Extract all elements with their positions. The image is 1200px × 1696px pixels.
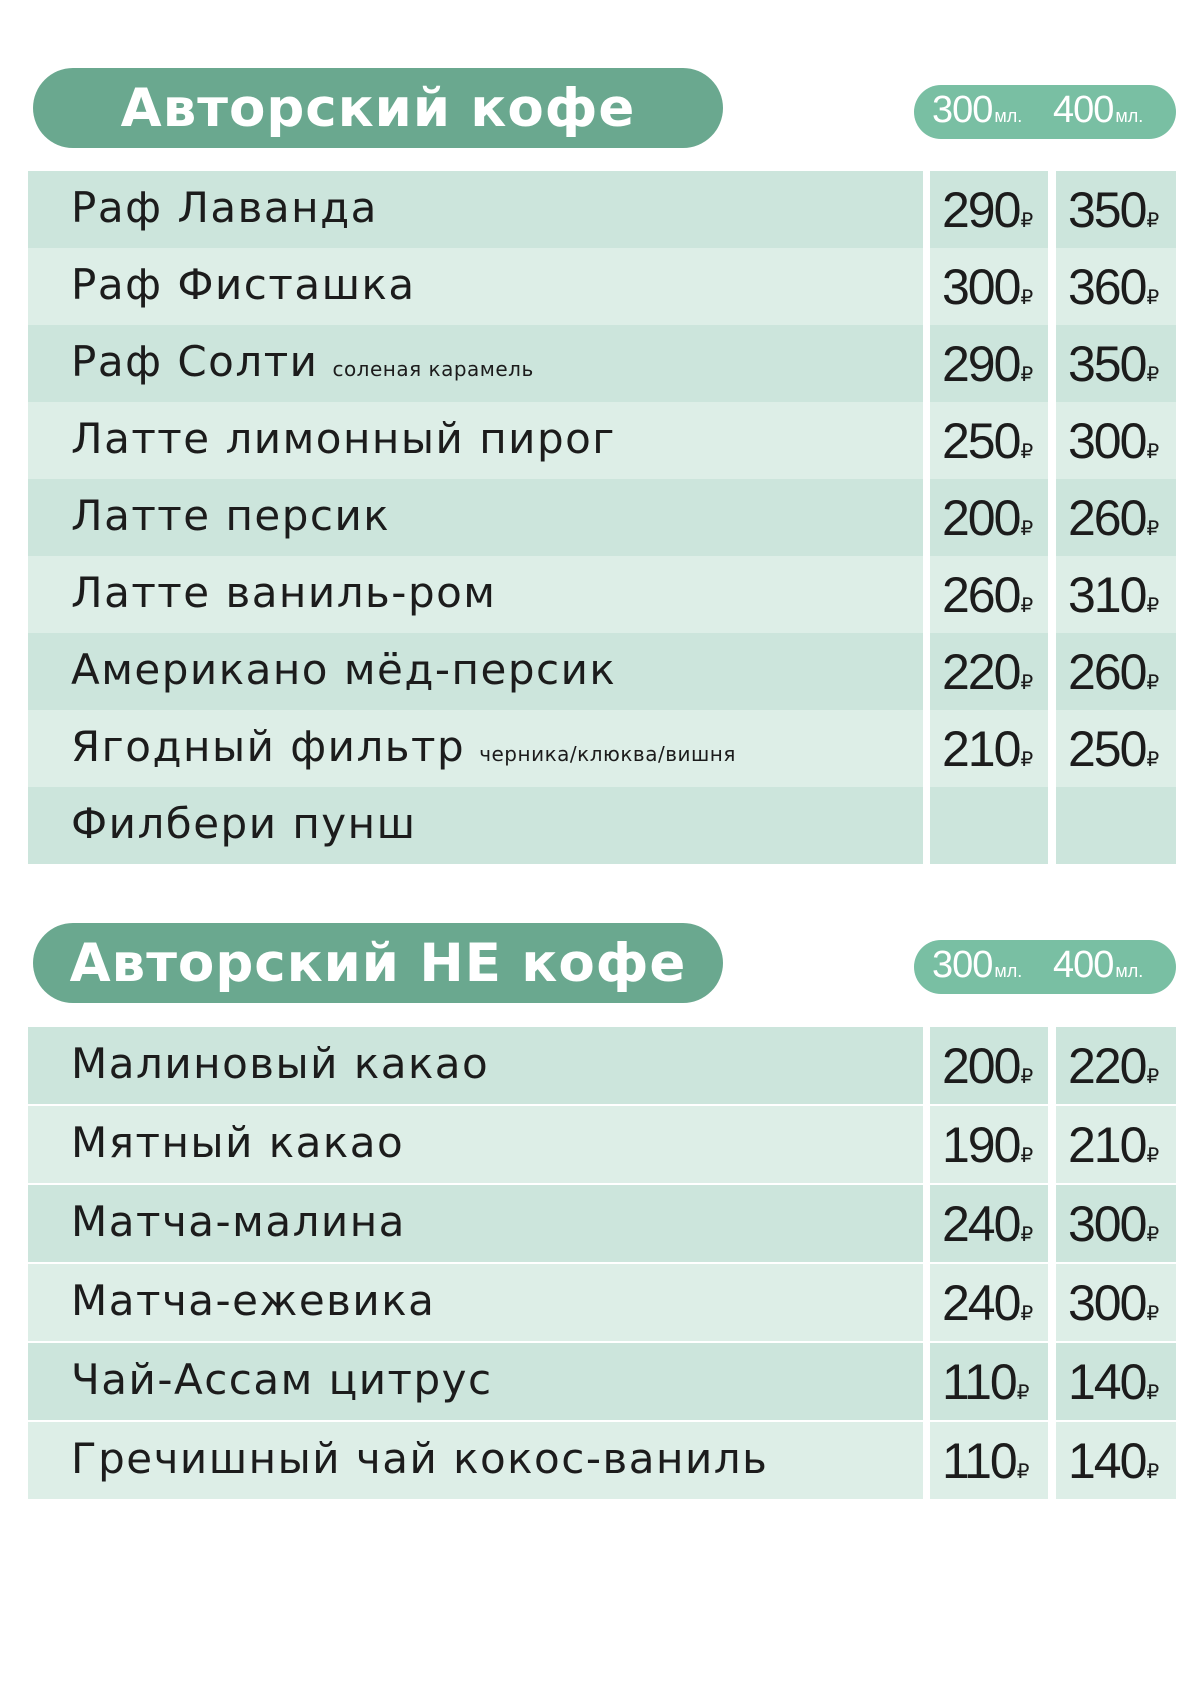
price-large: 260₽ [1068, 490, 1160, 546]
price-small: 240₽ [942, 1196, 1034, 1252]
price-large: 250₽ [1068, 721, 1160, 777]
item-name: Раф Солти соленая карамель [71, 337, 534, 386]
price-small: 250₽ [942, 413, 1034, 469]
section-title-pill [33, 923, 723, 1003]
item-name: Американо мёд-персик [71, 645, 617, 694]
price-large: 140₽ [1068, 1354, 1160, 1410]
price-large: 350₽ [1068, 336, 1160, 392]
menu-row [0, 1264, 1200, 1341]
price-large: 300₽ [1068, 413, 1160, 469]
price-small: 110₽ [942, 1354, 1030, 1410]
item-name: Латте ваниль-ром [71, 568, 497, 617]
price-small: 200₽ [942, 1038, 1034, 1094]
menu-row [0, 710, 1200, 787]
item-name: Чай-Ассам цитрус [71, 1355, 493, 1404]
menu-row [0, 1422, 1200, 1499]
item-name: Малиновый какао [71, 1039, 490, 1088]
item-name: Латте персик [71, 491, 391, 540]
menu-row [0, 556, 1200, 633]
price-small: 220₽ [942, 644, 1034, 700]
section-title-pill [33, 68, 723, 148]
price-small: 300₽ [942, 259, 1034, 315]
menu-row [0, 479, 1200, 556]
menu-row [0, 1106, 1200, 1183]
price-large: 210₽ [1068, 1117, 1160, 1173]
price-small: 200₽ [942, 490, 1034, 546]
size-header-pill [914, 85, 1176, 139]
size-small-label: 300 мл. [932, 89, 1023, 131]
price-large: 310₽ [1068, 567, 1160, 623]
size-header-pill [914, 940, 1176, 994]
section-title: Авторский кофе [120, 77, 636, 139]
menu-row [0, 787, 1200, 864]
price-large: 260₽ [1068, 644, 1160, 700]
size-large-label: 400 мл. [1053, 89, 1144, 131]
item-name: Раф Фисташка [71, 260, 416, 309]
price-small: 240₽ [942, 1275, 1034, 1331]
price-large: 350₽ [1068, 182, 1160, 238]
size-small-label: 300 мл. [932, 944, 1023, 986]
menu-row [0, 402, 1200, 479]
price-small [942, 797, 943, 855]
size-large-label: 400 мл. [1053, 944, 1144, 986]
price-small: 260₽ [942, 567, 1034, 623]
menu-row [0, 1185, 1200, 1262]
item-name: Латте лимонный пирог [71, 414, 616, 463]
item-name: Мятный какао [71, 1118, 405, 1167]
price-large [1068, 797, 1069, 855]
menu-row [0, 248, 1200, 325]
menu-row [0, 171, 1200, 248]
section-title: Авторский НЕ кофе [69, 932, 687, 994]
price-small: 190₽ [942, 1117, 1034, 1173]
price-small: 210₽ [942, 721, 1034, 777]
price-large: 300₽ [1068, 1196, 1160, 1252]
menu-row [0, 633, 1200, 710]
price-small: 110₽ [942, 1433, 1030, 1489]
price-large: 140₽ [1068, 1433, 1160, 1489]
price-large: 360₽ [1068, 259, 1160, 315]
item-name: Матча-малина [71, 1197, 406, 1246]
item-name: Ягодный фильтр черника/клюква/вишня [71, 722, 736, 771]
item-name: Гречишный чай кокос-ваниль [71, 1434, 769, 1483]
price-large: 300₽ [1068, 1275, 1160, 1331]
item-note: черника/клюква/вишня [479, 742, 736, 766]
item-name: Филбери пунш [71, 799, 417, 848]
price-small: 290₽ [942, 336, 1034, 392]
menu-row [0, 1027, 1200, 1104]
item-note: соленая карамель [332, 357, 534, 381]
menu-row [0, 1343, 1200, 1420]
price-large: 220₽ [1068, 1038, 1160, 1094]
item-name: Матча-ежевика [71, 1276, 436, 1325]
menu-row [0, 325, 1200, 402]
price-small: 290₽ [942, 182, 1034, 238]
item-name: Раф Лаванда [71, 183, 378, 232]
